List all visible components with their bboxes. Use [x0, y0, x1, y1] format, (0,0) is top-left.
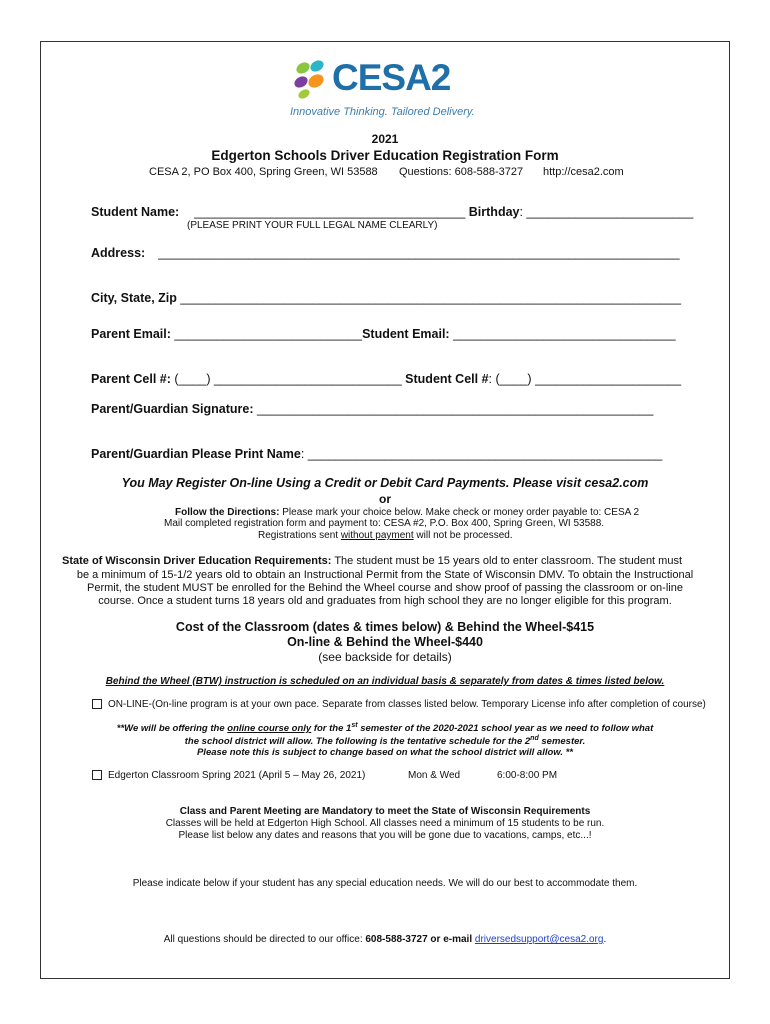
- cost-line-2: On-line & Behind the Wheel-$440: [287, 635, 483, 649]
- registrations-underlined: without payment: [340, 530, 414, 541]
- cell-row: [91, 372, 681, 386]
- student-name-row: [91, 205, 693, 219]
- header-address: CESA 2, PO Box 400, Spring Green, WI 53588: [149, 166, 378, 178]
- registrations-prefix: Registrations sent: [258, 530, 341, 541]
- notice-1-sup: st: [351, 722, 358, 729]
- online-register-text: You May Register On-line Using a Credit or Debit Card Payments. Please visit cesa2.com: [121, 476, 649, 490]
- form-title: Edgerton Schools Driver Education Registration Form: [211, 148, 559, 163]
- notice-2-sup: nd: [530, 735, 539, 742]
- print-name-row: [91, 447, 662, 461]
- directions-label: Follow the Directions:: [175, 507, 280, 518]
- student-cell-label: Student Cell #: [405, 372, 489, 386]
- legal-name-note: (PLEASE PRINT YOUR FULL LEGAL NAME CLEARLY): [187, 220, 438, 231]
- notice-1-underlined: online course only: [227, 723, 312, 735]
- notice-line-1: [0, 722, 770, 734]
- requirements-line-4: course. Once a student turns 18 years old and graduates from high school they are no longer eligible for this program.: [98, 595, 672, 607]
- birthday-label: Birthday: [468, 205, 520, 219]
- meeting-title: Class and Parent Meeting are Mandatory to meet the State of Wisconsin Requirements: [179, 806, 591, 817]
- mail-text: Mail completed registration form and payment to: CESA #2, P.O. Box 400, Spring Green, WI 53588.: [164, 518, 605, 529]
- notice-line-2: [0, 735, 770, 747]
- special-ed-note: Please indicate below if your student has any special education needs. We will do our best to accommodate them.: [132, 878, 638, 889]
- city-label: City, State, Zip: [91, 291, 177, 305]
- address-label: Address:: [91, 246, 146, 260]
- cost-line-1: Cost of the Classroom (dates & times below) & Behind the Wheel-$415: [175, 620, 595, 634]
- signature-field[interactable]: _________________________________________________________: [257, 402, 654, 416]
- requirements-line-1: [62, 555, 682, 567]
- print-name-label: Parent/Guardian Please Print Name: [91, 447, 301, 461]
- requirements-line-3: Permit, the student MUST be enrolled for the Behind the Wheel course and show proof of passing the classroom or on-line: [87, 582, 683, 594]
- classroom-days: Mon & Wed: [408, 770, 461, 781]
- meeting-line-2: Please list below any dates and reasons that you will be gone due to vacations, camps, etc...!: [178, 830, 592, 841]
- header-url[interactable]: http://cesa2.com: [543, 166, 624, 178]
- address-row: [91, 246, 680, 260]
- directions-row: [175, 507, 639, 518]
- online-option: [92, 699, 706, 710]
- student-name-label: Student Name:: [91, 205, 180, 219]
- footer-suffix: .: [603, 934, 607, 945]
- footer-prefix: All questions should be directed to our office:: [163, 934, 366, 945]
- student-email-label: Student Email:: [362, 327, 450, 341]
- directions-text: Please mark your choice below. Make check or money order payable to: CESA 2: [282, 507, 640, 518]
- online-checkbox[interactable]: [92, 699, 102, 709]
- requirements-label: State of Wisconsin Driver Education Requirements:: [62, 555, 332, 567]
- classroom-checkbox[interactable]: [92, 770, 102, 780]
- btw-note: Behind the Wheel (BTW) instruction is scheduled on an individual basis & separately from dates & times listed below.: [105, 676, 665, 687]
- registrations-suffix: will not be processed.: [413, 530, 513, 541]
- meeting-line-1: Classes will be held at Edgerton High School. All classes need a minimum of 15 students to be run.: [165, 818, 605, 829]
- notice-1a: **We will be offering the: [116, 723, 228, 735]
- city-row: [91, 291, 681, 305]
- address-field[interactable]: ___________________________________________________________________________: [158, 246, 680, 260]
- student-cell-field[interactable]: : (____) _____________________: [488, 372, 682, 386]
- form-year: 2021: [371, 132, 399, 146]
- notice-2a: the school district will allow. The following is the tentative schedule for the 2: [184, 736, 531, 748]
- city-field[interactable]: ________________________________________________________________________: [180, 291, 681, 305]
- parent-cell-field[interactable]: (____) ___________________________: [174, 372, 402, 386]
- print-name-field[interactable]: : ___________________________________________________: [300, 447, 663, 461]
- parent-cell-label: Parent Cell #:: [91, 372, 171, 386]
- classroom-time: 6:00-8:00 PM: [497, 770, 558, 781]
- footer-phone: 608-588-3727 or e-mail: [365, 934, 475, 945]
- registrations-note: [258, 530, 513, 541]
- parent-email-field[interactable]: ___________________________: [174, 327, 363, 341]
- birthday-field[interactable]: : ________________________: [519, 205, 694, 219]
- notice-line-3: Please note this is subject to change based on what the school district will allow. **: [196, 747, 574, 758]
- classroom-option-label: Edgerton Classroom Spring 2021 (April 5 – May 26, 2021): [108, 770, 366, 781]
- requirements-line-2: be a minimum of 15-1/2 years old to obtain an Instructional Permit from the State of Wisconsin DMV. To obtain the Instructional: [76, 569, 694, 581]
- classroom-option: [92, 770, 365, 781]
- logo-tagline: Innovative Thinking. Tailored Delivery.: [290, 106, 475, 118]
- email-row: [91, 327, 676, 341]
- cesa2-logo: [290, 57, 490, 121]
- student-name-field[interactable]: _______________________________________: [194, 205, 466, 219]
- requirements-text-1: The student must be 15 years old to enter classroom. The student must: [334, 555, 683, 567]
- online-option-label: ON-LINE-(On-line program is at your own pace. Separate from classes listed below. Temporary License info after completion of course): [108, 699, 706, 710]
- or-text: or: [379, 492, 391, 506]
- signature-label: Parent/Guardian Signature:: [91, 402, 254, 416]
- header-questions: Questions: 608-588-3727: [399, 166, 524, 178]
- student-email-field[interactable]: ________________________________: [453, 327, 676, 341]
- footer-email-link[interactable]: driversedsupport@cesa2.org: [474, 934, 604, 945]
- cost-line-3: (see backside for details): [318, 650, 452, 664]
- logo-mark-icon: [290, 57, 334, 101]
- signature-row: [91, 402, 653, 416]
- footer-contact: [0, 934, 770, 945]
- parent-email-label: Parent Email:: [91, 327, 171, 341]
- logo-text: CESA2: [332, 57, 451, 98]
- notice-1c: semester of the 2020-2021 school year as we need to follow what: [357, 723, 654, 735]
- notice-1b: for the 1: [311, 723, 352, 735]
- notice-2b: semester.: [538, 736, 586, 748]
